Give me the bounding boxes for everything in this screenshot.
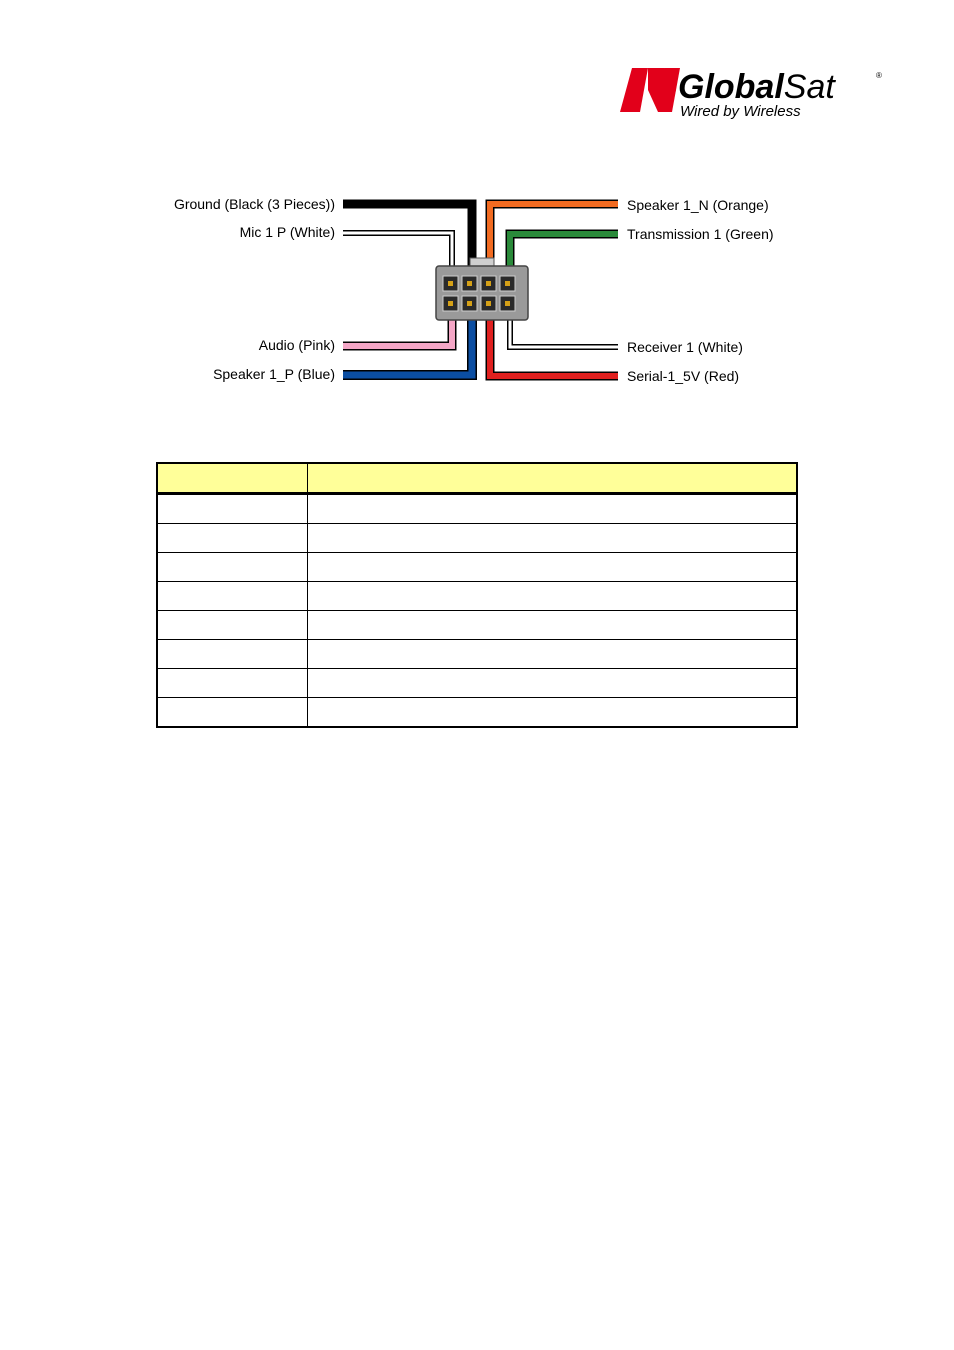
table-row [157,640,797,669]
molex-connector-icon [436,258,528,320]
label-speaker-p: Speaker 1_P (Blue) [213,366,335,382]
brand-prefix: Global [678,68,784,106]
table-cell [307,524,797,553]
header-cell-pin [157,463,307,494]
table-row [157,553,797,582]
table-cell [157,698,307,728]
label-transmission: Transmission 1 (Green) [627,226,774,242]
table-cell [307,669,797,698]
table-cell [157,494,307,524]
table-cell [157,553,307,582]
table-row [157,494,797,524]
table-row [157,698,797,728]
registered-mark: ® [876,71,882,80]
brand-suffix: Sat [783,68,835,106]
table-cell [307,582,797,611]
table-cell [157,582,307,611]
wire-receiver-white [510,316,618,347]
table-cell [307,698,797,728]
connector-wiring-diagram [150,188,810,398]
table-cell [157,524,307,553]
label-speaker-n: Speaker 1_N (Orange) [627,197,769,213]
table-cell [307,640,797,669]
logo-mark-icon [620,68,680,112]
table-row [157,611,797,640]
table-cell [157,611,307,640]
globalsat-logo [618,64,888,120]
label-audio: Audio (Pink) [258,337,335,353]
brand-tagline: Wired by Wireless [680,103,801,120]
table-row [157,524,797,553]
table-cell [307,553,797,582]
table-cell [307,611,797,640]
wire-audio-pink [343,316,452,346]
label-serial: Serial-1_5V (Red) [627,368,740,384]
label-mic: Mic 1 P (White) [239,224,335,240]
label-receiver: Receiver 1 (White) [627,339,743,355]
pin-assignment-table [156,462,798,728]
header-cell-description [307,463,797,494]
label-ground: Ground (Black (3 Pieces)) [173,196,335,212]
svg-text:GlobalSat [678,68,836,106]
table-cell [157,669,307,698]
table-cell [157,640,307,669]
table-row [157,669,797,698]
table-header-row [157,463,797,494]
table-cell [307,494,797,524]
table-row [157,582,797,611]
